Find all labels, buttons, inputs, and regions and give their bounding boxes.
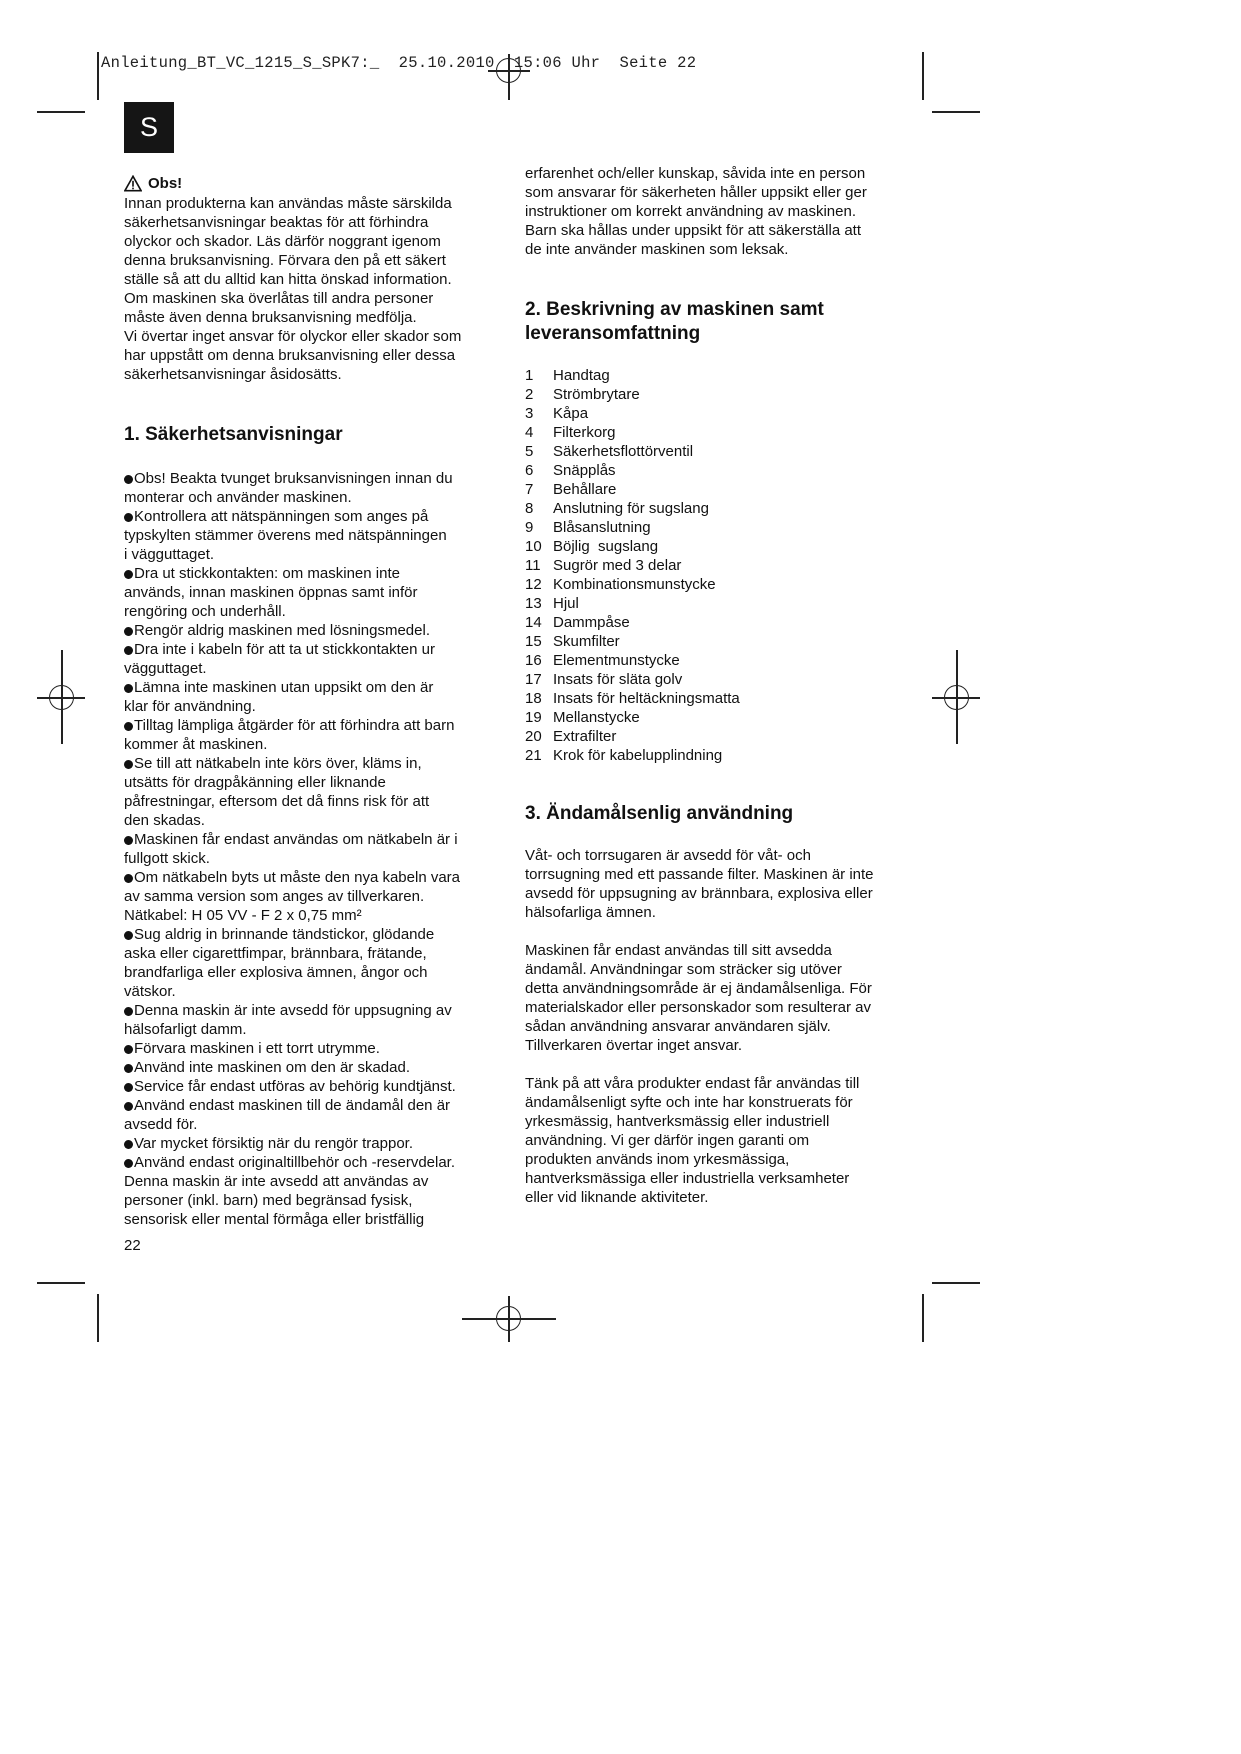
paragraph — [525, 846, 910, 922]
safety-bullet-item — [124, 716, 504, 754]
part-number: 8 — [525, 500, 534, 517]
part-item — [525, 632, 910, 651]
warning-line: olyckor och skador. Läs därför noggrant igenom — [124, 233, 441, 250]
bullet-line — [124, 887, 504, 906]
bullet-text: Använd inte maskinen om den är skadad. — [134, 1059, 410, 1076]
bullet-text: typskylten stämmer överens med nätspänningen — [124, 527, 447, 544]
safety-bullet-item — [124, 507, 504, 564]
bullet-line — [124, 849, 504, 868]
paragraph-line: yrkesmässig, hantverksmässig eller industriell — [525, 1113, 830, 1130]
part-item — [525, 442, 910, 461]
bullet-line — [134, 868, 504, 887]
part-number: 19 — [525, 709, 542, 726]
bullet-text: Tilltag lämpliga åtgärder för att förhindra att barn — [134, 717, 455, 734]
part-number: 12 — [525, 576, 542, 593]
bullet-text: Maskinen får endast användas om nätkabeln är i — [134, 831, 458, 848]
bullet-line — [124, 792, 504, 811]
safety-bullet-item — [124, 1134, 504, 1153]
bullet-line — [134, 1096, 504, 1115]
bullet-text: Rengör aldrig maskinen med lösningsmedel. — [134, 622, 430, 639]
part-number: 9 — [525, 519, 534, 536]
bullet-line — [134, 716, 504, 735]
bullet-dot-icon — [124, 1064, 133, 1073]
paragraph-line: materialskador eller personskador som resulterar av — [525, 999, 871, 1016]
bullet-text: i vägguttaget. — [124, 546, 215, 563]
bullet-line — [134, 507, 504, 526]
part-item — [525, 575, 910, 594]
bullet-text: Sug aldrig in brinnande tändstickor, glödande — [134, 926, 435, 943]
bullet-dot-icon — [124, 475, 133, 484]
part-number: 5 — [525, 443, 534, 460]
bullet-line — [134, 1134, 504, 1153]
part-name: Behållare — [553, 481, 617, 498]
bullet-line — [124, 659, 504, 678]
paragraph-line: Tänk på att våra produkter endast får användas till — [525, 1075, 860, 1092]
paragraph-line: Våt- och torrsugaren är avsedd för våt- och — [525, 847, 811, 864]
bullet-line — [124, 773, 504, 792]
bullet-text: vätskor. — [124, 983, 176, 1000]
bullet-text: fullgott skick. — [124, 850, 210, 867]
part-item — [525, 423, 910, 442]
paragraph-line: användning. Vi ger därför ingen garanti om — [525, 1132, 810, 1149]
part-item — [525, 461, 910, 480]
bullet-dot-icon — [124, 627, 133, 636]
warning-line: har uppstått om denna bruksanvisning eller dessa — [124, 347, 456, 364]
part-name: Elementmunstycke — [553, 652, 680, 669]
page-number: 22 — [124, 1237, 141, 1254]
safety-bullet-item — [124, 754, 504, 830]
bullet-line — [134, 469, 504, 488]
bullet-text: vägguttaget. — [124, 660, 207, 677]
part-number: 6 — [525, 462, 534, 479]
part-name: Blåsanslutning — [553, 519, 651, 536]
safety-bullet-item — [124, 564, 504, 621]
paragraph-line: torrsugning med ett passande filter. Maskinen är inte — [525, 866, 874, 883]
warning-line: säkerhetsanvisningar beaktas för att förhindra — [124, 214, 429, 231]
warning-heading — [124, 174, 504, 193]
paragraph-line: hälsofarliga ämnen. — [525, 904, 656, 921]
crop-mark-top-right-horizontal — [932, 111, 980, 113]
part-name: Insats för heltäckningsmatta — [553, 690, 740, 707]
bullet-line — [124, 982, 504, 1001]
continuation-text — [525, 164, 910, 259]
part-number: 11 — [525, 557, 541, 574]
part-name: Anslutning för sugslang — [553, 500, 709, 517]
part-name: Kåpa — [553, 405, 589, 422]
right-column — [525, 164, 910, 1207]
section-3-text — [525, 846, 910, 1207]
paragraph-line: ändamål. Användningar som sträcker sig utöver — [525, 961, 842, 978]
safety-bullet-item — [124, 925, 504, 1001]
part-item — [525, 480, 910, 499]
crop-mark-top-left-vertical — [97, 52, 99, 100]
bullet-dot-icon — [124, 646, 133, 655]
bullet-text: Nätkabel: H 05 VV - F 2 x 0,75 mm² — [124, 907, 362, 924]
bullet-text: Dra ut stickkontakten: om maskinen inte — [134, 565, 400, 582]
part-name: Säkerhetsflottörventil — [553, 443, 694, 460]
left-column — [124, 174, 504, 1229]
bullet-line — [134, 925, 504, 944]
safety-bullet-item — [124, 1001, 504, 1039]
bullet-text: Använd endast originaltillbehör och -reservdelar. — [134, 1154, 456, 1171]
safety-bullet-item — [124, 678, 504, 716]
bullet-text: används, innan maskinen öppnas samt inför — [124, 584, 418, 601]
paragraph — [525, 941, 910, 1055]
part-name: Handtag — [553, 367, 610, 384]
part-number: 13 — [525, 595, 542, 612]
bullet-line — [124, 944, 504, 963]
bullet-text: brandfarliga eller explosiva ämnen, ångor och — [124, 964, 428, 981]
part-number: 14 — [525, 614, 542, 631]
bullet-dot-icon — [124, 836, 133, 845]
section-2-heading-line: leveransomfattning — [525, 323, 701, 344]
bullet-dot-icon — [124, 684, 133, 693]
bullet-line — [124, 526, 504, 545]
paragraph-line: Tillverkaren övertar inget ansvar. — [525, 1037, 743, 1054]
closing-line: sensorisk eller mental förmåga eller bristfällig — [124, 1211, 425, 1228]
bullet-dot-icon — [124, 1102, 133, 1111]
bullet-text: Dra inte i kabeln för att ta ut stickkontakten ur — [134, 641, 435, 658]
safety-bullet-item — [124, 1096, 504, 1134]
bullet-text: den skadas. — [124, 812, 205, 829]
bullet-text: monterar och använder maskinen. — [124, 489, 352, 506]
bullet-text: Lämna inte maskinen utan uppsikt om den är — [134, 679, 434, 696]
bullet-text: Service får endast utföras av behörig kundtjänst. — [134, 1078, 456, 1095]
closing-line: personer (inkl. barn) med begränsad fysisk, — [124, 1192, 413, 1209]
part-name: Hjul — [553, 595, 579, 612]
bullet-line — [124, 697, 504, 716]
bullet-text: av samma version som anges av tillverkaren. — [124, 888, 425, 905]
part-number: 1 — [525, 367, 534, 384]
part-item — [525, 689, 910, 708]
crop-mark-top-left-horizontal — [37, 111, 85, 113]
bullet-dot-icon — [124, 760, 133, 769]
print-header: Anleitung_BT_VC_1215_S_SPK7:_ 25.10.2010 15:06 Uhr Seite 22 — [101, 54, 697, 72]
part-name: Kombinationsmunstycke — [553, 576, 716, 593]
bullet-dot-icon — [124, 513, 133, 522]
bullet-text: Använd endast maskinen till de ändamål den är — [134, 1097, 451, 1114]
part-name: Sugrör med 3 delar — [553, 557, 682, 574]
paragraph-line: Maskinen får endast användas till sitt avsedda — [525, 942, 832, 959]
bullet-dot-icon — [124, 722, 133, 731]
bullet-text: rengöring och underhåll. — [124, 603, 286, 620]
part-item — [525, 404, 910, 423]
bullet-dot-icon — [124, 1045, 133, 1054]
part-item — [525, 518, 910, 537]
part-number: 21 — [525, 747, 542, 764]
paragraph-line: ändamålsenligt syfte och inte har konstruerats för — [525, 1094, 853, 1111]
part-name: Böjlig sugslang — [553, 538, 659, 555]
bullet-text: utsätts för dragpåkänning eller liknande — [124, 774, 386, 791]
bullet-line — [124, 583, 504, 602]
bullet-line — [124, 545, 504, 564]
continuation-line: instruktioner om korrekt användning av maskinen. — [525, 203, 856, 220]
warning-line: denna bruksanvisning. Förvara den på ett säkert — [124, 252, 446, 269]
bullet-line — [134, 754, 504, 773]
bullet-dot-icon — [124, 874, 133, 883]
part-number: 17 — [525, 671, 542, 688]
bullet-dot-icon — [124, 1159, 133, 1168]
bullet-text: påfrestningar, eftersom det då finns risk för att — [124, 793, 430, 810]
safety-bullet-item — [124, 830, 504, 868]
bullet-line — [134, 621, 504, 640]
bullet-text: Obs! Beakta tvunget bruksanvisningen innan du — [134, 470, 453, 487]
continuation-line: de inte använder maskinen som leksak. — [525, 241, 789, 258]
part-name: Skumfilter — [553, 633, 620, 650]
continuation-line: erfarenhet och/eller kunskap, såvida inte en person — [525, 165, 866, 182]
part-item — [525, 708, 910, 727]
part-item — [525, 613, 910, 632]
part-number: 16 — [525, 652, 542, 669]
bullet-line — [124, 963, 504, 982]
part-number: 7 — [525, 481, 534, 498]
bullet-line — [134, 1001, 504, 1020]
bullet-line — [134, 564, 504, 583]
part-item — [525, 746, 910, 765]
part-item — [525, 727, 910, 746]
language-tab: S — [124, 102, 174, 153]
paragraph-line: hantverksmässiga eller industriella verksamheter — [525, 1170, 850, 1187]
continuation-line: som ansvarar för säkerheten håller uppsikt eller ger — [525, 184, 867, 201]
section-3-heading: 3. Ändamålsenlig användning — [525, 803, 794, 824]
paragraph-line: produkten används inom yrkesmässiga, — [525, 1151, 790, 1168]
part-item — [525, 366, 910, 385]
section-2-heading-line: 2. Beskrivning av maskinen samt — [525, 299, 824, 320]
bullet-text: klar för användning. — [124, 698, 256, 715]
bullet-line — [134, 1077, 504, 1096]
bullet-text: Om nätkabeln byts ut måste den nya kabeln vara — [134, 869, 461, 886]
warning-heading-text: Obs! — [148, 175, 183, 192]
crop-mark-bottom-left-horizontal — [37, 1282, 85, 1284]
warning-line: Innan produkterna kan användas måste särskilda — [124, 195, 452, 212]
bullet-text: aska eller cigarettfimpar, brännbara, frätande, — [124, 945, 427, 962]
bullet-line — [124, 1020, 504, 1039]
part-item — [525, 385, 910, 404]
section-1-heading: 1. Säkerhetsanvisningar — [124, 424, 343, 445]
safety-bullet-list — [124, 469, 504, 1172]
crop-mark-bottom-left-vertical — [97, 1294, 99, 1342]
bullet-dot-icon — [124, 570, 133, 579]
bullet-line — [124, 488, 504, 507]
warning-line: ställe så att du alltid kan hitta önskad information. — [124, 271, 452, 288]
part-name: Filterkorg — [553, 424, 616, 441]
bullet-text: Kontrollera att nätspänningen som anges på — [134, 508, 429, 525]
warning-line: Vi övertar inget ansvar för olyckor eller skador som — [124, 328, 462, 345]
bullet-line — [124, 811, 504, 830]
bullet-text: Se till att nätkabeln inte körs över, kläms in, — [134, 755, 422, 772]
part-item — [525, 556, 910, 575]
bullet-line — [124, 735, 504, 754]
safety-bullet-item — [124, 1077, 504, 1096]
bullet-text: Denna maskin är inte avsedd för uppsugning av — [134, 1002, 452, 1019]
bullet-text: Var mycket försiktig när du rengör trappor. — [134, 1135, 414, 1152]
bullet-line — [134, 1058, 504, 1077]
bullet-text: kommer åt maskinen. — [124, 736, 268, 753]
part-item — [525, 537, 910, 556]
bullet-line — [134, 678, 504, 697]
safety-bullet-item — [124, 1153, 504, 1172]
crop-mark-bottom-right-horizontal — [932, 1282, 980, 1284]
parts-list — [525, 366, 910, 765]
safety-bullet-item — [124, 868, 504, 925]
bullet-text: avsedd för. — [124, 1116, 198, 1133]
part-number: 20 — [525, 728, 542, 745]
part-item — [525, 594, 910, 613]
section-2-heading — [525, 298, 910, 346]
bullet-line — [134, 1153, 504, 1172]
part-item — [525, 651, 910, 670]
bullet-dot-icon — [124, 1083, 133, 1092]
bullet-line — [134, 830, 504, 849]
part-number: 2 — [525, 386, 534, 403]
warning-line: måste även denna bruksanvisning medfölja. — [124, 309, 417, 326]
bullet-dot-icon — [124, 1007, 133, 1016]
part-name: Extrafilter — [553, 728, 617, 745]
bullet-text: Förvara maskinen i ett torrt utrymme. — [134, 1040, 380, 1057]
bullet-dot-icon — [124, 1140, 133, 1149]
part-name: Insats för släta golv — [553, 671, 683, 688]
part-item — [525, 670, 910, 689]
bullet-line — [134, 1039, 504, 1058]
part-number: 15 — [525, 633, 542, 650]
bullet-line — [124, 602, 504, 621]
paragraph-line: sådan användning ansvarar användaren själv. — [525, 1018, 831, 1035]
warning-line: säkerhetsanvisningar åsidosätts. — [124, 366, 342, 383]
crop-mark-bottom-right-vertical — [922, 1294, 924, 1342]
bullet-line — [134, 640, 504, 659]
closing-text — [124, 1172, 504, 1229]
paragraph-line: detta användningsområde är ej ändamålsenliga. För — [525, 980, 872, 997]
bullet-line — [124, 1115, 504, 1134]
continuation-line: Barn ska hållas under uppsikt för att säkerställa att — [525, 222, 862, 239]
bullet-text: hälsofarligt damm. — [124, 1021, 247, 1038]
part-number: 10 — [525, 538, 542, 555]
warning-icon — [124, 175, 142, 192]
part-name: Dammpåse — [553, 614, 630, 631]
safety-bullet-item — [124, 469, 504, 507]
bullet-dot-icon — [124, 931, 133, 940]
part-number: 4 — [525, 424, 534, 441]
closing-line: Denna maskin är inte avsedd att användas av — [124, 1173, 429, 1190]
paragraph — [525, 1074, 910, 1207]
part-name: Krok för kabelupplindning — [553, 747, 723, 764]
part-name: Snäpplås — [553, 462, 616, 479]
part-number: 3 — [525, 405, 534, 422]
paragraph-line: eller vid liknande aktiviteter. — [525, 1189, 709, 1206]
part-item — [525, 499, 910, 518]
crop-mark-top-right-vertical — [922, 52, 924, 100]
warning-line: Om maskinen ska överlåtas till andra personer — [124, 290, 434, 307]
warning-text — [124, 194, 504, 384]
safety-bullet-item — [124, 1039, 504, 1058]
part-name: Mellanstycke — [553, 709, 640, 726]
safety-bullet-item — [124, 621, 504, 640]
bullet-line — [124, 906, 504, 925]
safety-bullet-item — [124, 640, 504, 678]
part-number: 18 — [525, 690, 542, 707]
safety-bullet-item — [124, 1058, 504, 1077]
part-name: Strömbrytare — [553, 386, 640, 403]
paragraph-line: avsedd för uppsugning av brännbara, explosiva eller — [525, 885, 873, 902]
